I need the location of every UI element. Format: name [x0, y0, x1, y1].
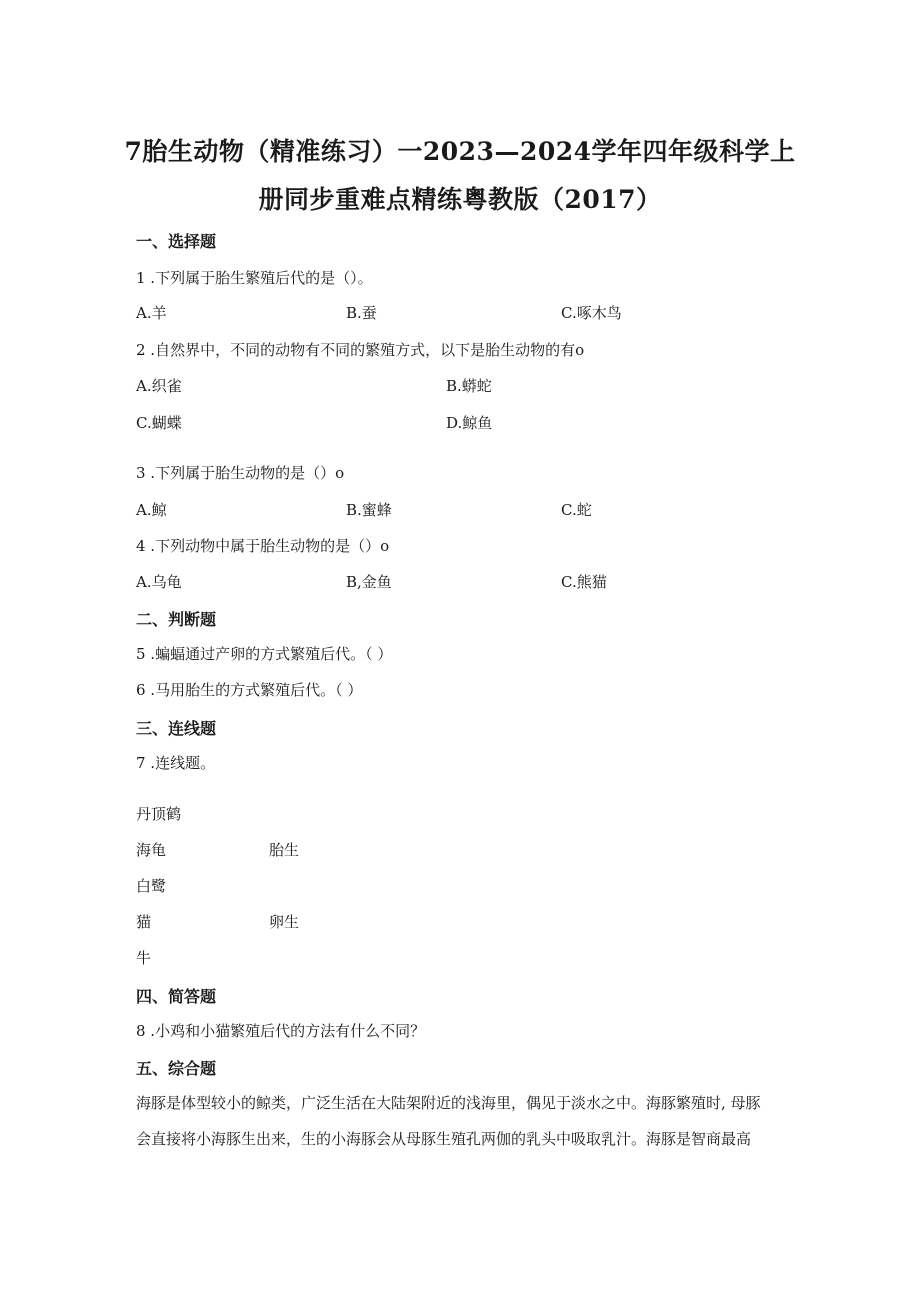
- match-left-item: 猫: [136, 913, 152, 931]
- question-5-stem: 5 .蝙蝠通过产卵的方式繁殖后代。（ ）: [136, 645, 393, 663]
- question-3-option-a: A.鲸: [136, 501, 167, 519]
- section-heading-choice: 一、选择题: [136, 232, 217, 251]
- match-left-item: 海龟: [136, 841, 167, 859]
- question-2-stem: 2 .自然界中，不同的动物有不同的繁殖方式，以下是胎生动物的有o: [136, 341, 585, 359]
- question-1-option-a: A.羊: [136, 304, 167, 322]
- section-heading-matching: 三、连线题: [136, 719, 217, 738]
- match-left-item: 丹顶鹤: [136, 805, 182, 823]
- question-2-option-d: D.鲸鱼: [446, 414, 493, 432]
- match-left-item: 牛: [136, 949, 152, 967]
- passage-line-1: 海豚是体型较小的鲸类，广泛生活在大陆架附近的浅海里，偶见于淡水之中。海豚繁殖时, 母豚: [136, 1094, 761, 1112]
- question-7-stem: 7 .连线题。: [136, 754, 216, 772]
- question-2-option-a: A.织雀: [136, 377, 182, 395]
- section-heading-short-answer: 四、简答题: [136, 987, 217, 1006]
- section-heading-comprehensive: 五、综合题: [136, 1059, 217, 1078]
- question-1-option-b: B.蚕: [346, 304, 377, 322]
- title-line-1: 7胎生动物（精准练习）一2023—2024学年四年级科学上: [124, 137, 796, 166]
- section-heading-judgment: 二、判断题: [136, 610, 217, 629]
- question-4-option-c: C.熊猫: [561, 573, 607, 591]
- question-3-option-b: B.蜜蜂: [346, 501, 392, 519]
- question-8-stem: 8 .小鸡和小猫繁殖后代的方法有什么不同？: [136, 1022, 426, 1040]
- question-1-option-c: C.啄木鸟: [561, 304, 622, 322]
- question-2-option-c: C.蝴蝶: [136, 414, 182, 432]
- question-2-option-b: B.蟒蛇: [446, 377, 492, 395]
- match-right-item: 卵生: [269, 913, 300, 931]
- question-6-stem: 6 .马用胎生的方式繁殖后代。（ ）: [136, 681, 363, 699]
- question-3-stem: 3 .下列属于胎生动物的是（）o: [136, 464, 345, 482]
- match-right-item: 胎生: [269, 841, 300, 859]
- match-left-item: 白鹭: [136, 877, 167, 895]
- passage-line-2: 会直接将小海豚生出来，生的小海豚会从母豚生殖孔两伽的乳头中吸取乳汁。海豚是智商最高: [136, 1130, 752, 1148]
- title-line-2: 册同步重难点精练粤教版（2017）: [258, 185, 662, 214]
- question-4-option-b: B,金鱼: [346, 573, 392, 591]
- question-4-option-a: A.乌龟: [136, 573, 182, 591]
- question-4-stem: 4 .下列动物中属于胎生动物的是（）o: [136, 537, 390, 555]
- passage-paragraph: [136, 1085, 786, 1157]
- question-1-stem: 1 .下列属于胎生繁殖后代的是（）。: [136, 269, 373, 287]
- question-3-option-c: C.蛇: [561, 501, 592, 519]
